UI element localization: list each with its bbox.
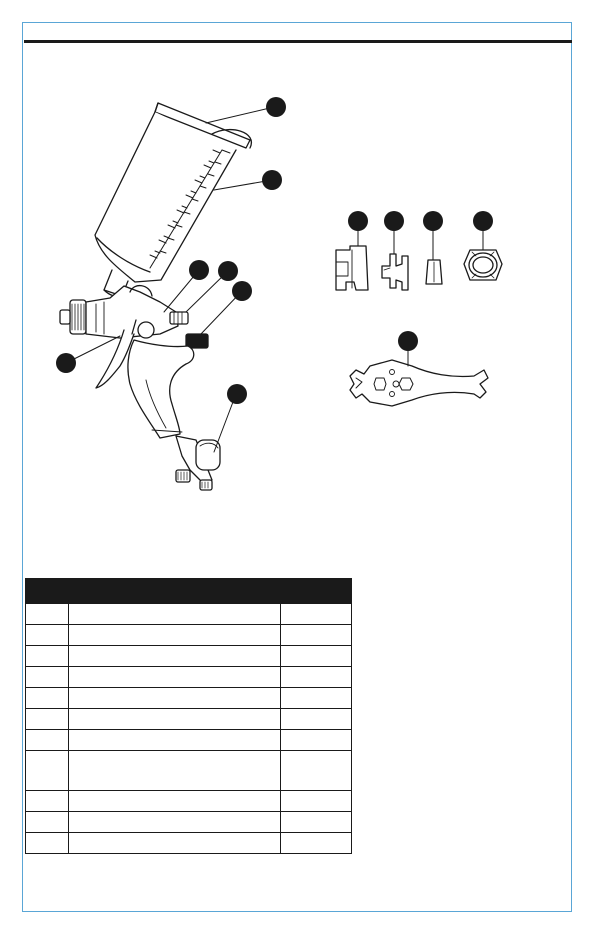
- callout-marker: [473, 211, 493, 231]
- table-row: [26, 604, 352, 625]
- table-cell: [69, 688, 281, 709]
- table-cell: [69, 709, 281, 730]
- table-cell: [26, 833, 69, 854]
- callout-marker: [423, 211, 443, 231]
- spray-gun-illustration: [60, 286, 220, 490]
- table-cell: [281, 709, 352, 730]
- callout-marker: [384, 211, 404, 231]
- table-row: [26, 625, 352, 646]
- table-cell: [69, 791, 281, 812]
- table-cell: [281, 667, 352, 688]
- needle-part: [426, 238, 442, 284]
- callout-marker: [348, 211, 368, 231]
- table-row: [26, 751, 352, 791]
- table-header-cell: [26, 579, 69, 604]
- table-header-cell: [281, 579, 352, 604]
- table-cell: [69, 604, 281, 625]
- spanner-wrench-part: [350, 346, 488, 406]
- callout-marker: [56, 353, 76, 373]
- table-cell: [26, 751, 69, 791]
- retaining-ring-part: [464, 250, 502, 280]
- table-cell: [281, 625, 352, 646]
- table-cell: [281, 604, 352, 625]
- table-cell: [69, 833, 281, 854]
- table-cell: [26, 604, 69, 625]
- table-cell: [69, 625, 281, 646]
- table-cell: [26, 709, 69, 730]
- callout-marker: [189, 260, 209, 280]
- table-row: [26, 833, 352, 854]
- table-cell: [281, 751, 352, 791]
- table-cell: [26, 791, 69, 812]
- table-cell: [26, 688, 69, 709]
- callout-marker: [262, 170, 282, 190]
- table-header-cell: [69, 579, 281, 604]
- table-cell: [69, 667, 281, 688]
- table-cell: [281, 833, 352, 854]
- parts-list-table: [25, 578, 352, 854]
- table-row: [26, 812, 352, 833]
- table-cell: [69, 646, 281, 667]
- table-cell: [281, 812, 352, 833]
- table-row: [26, 667, 352, 688]
- table-cell: [26, 646, 69, 667]
- callout-marker: [227, 384, 247, 404]
- callout-marker: [218, 261, 238, 281]
- table-header-row: [26, 579, 352, 604]
- table-cell: [26, 812, 69, 833]
- table-row: [26, 730, 352, 751]
- table-cell: [26, 667, 69, 688]
- table-row: [26, 709, 352, 730]
- table-row: [26, 688, 352, 709]
- callout-marker: [266, 97, 286, 117]
- table-row: [26, 646, 352, 667]
- table-cell: [281, 688, 352, 709]
- air-cap-part: [336, 246, 368, 290]
- table-cell: [26, 625, 69, 646]
- table-cell: [26, 730, 69, 751]
- table-cell: [69, 730, 281, 751]
- table-row: [26, 791, 352, 812]
- table-cell: [281, 730, 352, 751]
- table-cell: [281, 646, 352, 667]
- callout-marker: [398, 331, 418, 351]
- table-cell: [281, 791, 352, 812]
- table-cell: [69, 751, 281, 791]
- table-cell: [69, 812, 281, 833]
- callout-marker: [232, 281, 252, 301]
- fluid-nozzle-part: [382, 254, 408, 290]
